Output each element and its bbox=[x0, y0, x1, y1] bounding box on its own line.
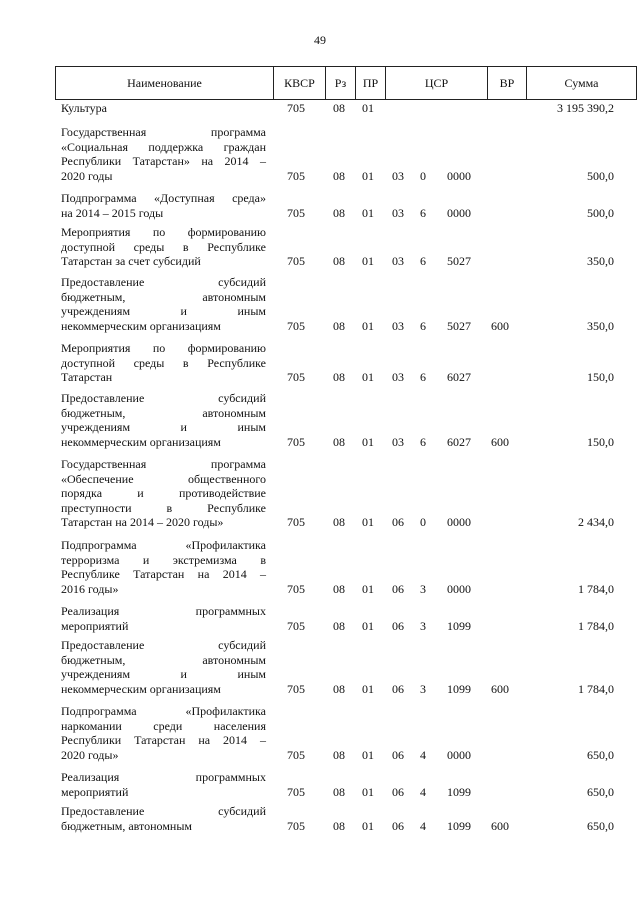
row-name-line: Татарстан bbox=[61, 370, 113, 384]
table-header bbox=[55, 66, 637, 100]
row-name bbox=[61, 704, 266, 762]
row-name-line: Культура bbox=[61, 101, 107, 115]
row-name bbox=[61, 125, 266, 183]
row-rz: 08 bbox=[333, 818, 345, 833]
row-csr-program: 06 bbox=[392, 784, 404, 799]
row-csr-subprogram: 0 bbox=[420, 168, 426, 183]
row-csr-program: 06 bbox=[392, 618, 404, 633]
row-pr: 01 bbox=[362, 818, 374, 833]
row-name-line: Государственная программа bbox=[61, 125, 266, 139]
row-name bbox=[61, 457, 266, 530]
row-csr-program: 06 bbox=[392, 747, 404, 762]
row-name-line: мероприятий bbox=[61, 784, 129, 799]
row-name-line: Реализация программных bbox=[61, 770, 266, 784]
row-name-line: Предоставление субсидий bbox=[61, 275, 266, 289]
row-vr: 600 bbox=[491, 818, 509, 833]
row-pr: 01 bbox=[362, 581, 374, 596]
row-name-line: некоммерческим организациям bbox=[61, 318, 221, 333]
row-name-line: Республики Татарстан» на 2014 – bbox=[61, 154, 266, 168]
row-csr-code: 5027 bbox=[447, 254, 471, 268]
row-name-line: бюджетным, автономным bbox=[61, 652, 266, 667]
row-name bbox=[61, 604, 266, 633]
row-kvsr: 705 bbox=[287, 254, 305, 268]
row-rz: 08 bbox=[333, 205, 345, 220]
row-csr-program: 06 bbox=[392, 681, 404, 696]
row-pr: 01 bbox=[362, 434, 374, 449]
row-name-line: Подпрограмма «Доступная среда» bbox=[61, 191, 266, 205]
row-name-line: Предоставление субсидий bbox=[61, 804, 266, 818]
row-name-line: на 2014 – 2015 годы bbox=[61, 205, 164, 220]
row-kvsr: 705 bbox=[287, 581, 305, 596]
row-kvsr: 705 bbox=[287, 818, 305, 833]
row-rz: 08 bbox=[333, 747, 345, 762]
row-rz: 08 bbox=[333, 370, 345, 384]
row-name-line: доступной среды в Республике bbox=[61, 239, 266, 254]
row-name-line: терроризма и экстремизма в bbox=[61, 552, 266, 567]
row-name-line: 2016 годы» bbox=[61, 581, 119, 596]
row-vr: 600 bbox=[491, 318, 509, 333]
row-csr-subprogram: 6 bbox=[420, 370, 426, 384]
row-vr: 600 bbox=[491, 434, 509, 449]
row-rz: 08 bbox=[333, 168, 345, 183]
row-name-line: Мероприятия по формированию bbox=[61, 225, 266, 239]
row-kvsr: 705 bbox=[287, 618, 305, 633]
row-rz: 08 bbox=[333, 681, 345, 696]
row-name-line: наркомании среди населения bbox=[61, 718, 266, 733]
header-rz: Рз bbox=[326, 67, 356, 99]
row-name-line: доступной среды в Республике bbox=[61, 355, 266, 370]
row-csr-code: 5027 bbox=[447, 318, 471, 333]
row-name-line: бюджетным, автономным bbox=[61, 405, 266, 420]
row-csr-subprogram: 0 bbox=[420, 515, 426, 529]
row-csr-subprogram: 6 bbox=[420, 254, 426, 268]
row-name bbox=[61, 225, 266, 269]
row-csr-code: 0000 bbox=[447, 515, 471, 529]
row-name-line: Государственная программа bbox=[61, 457, 266, 471]
row-rz: 08 bbox=[333, 434, 345, 449]
row-csr-subprogram: 4 bbox=[420, 747, 426, 762]
row-rz: 08 bbox=[333, 784, 345, 799]
row-name bbox=[61, 101, 266, 116]
row-kvsr: 705 bbox=[287, 747, 305, 762]
row-name bbox=[61, 191, 266, 220]
row-name-line: Мероприятия по формированию bbox=[61, 341, 266, 355]
row-sum: 350,0 bbox=[587, 254, 614, 268]
row-name-line: Подпрограмма «Профилактика bbox=[61, 538, 266, 552]
row-name-line: Республики Татарстан на 2014 – bbox=[61, 733, 266, 747]
row-csr-code: 1099 bbox=[447, 618, 471, 633]
row-kvsr: 705 bbox=[287, 205, 305, 220]
row-sum: 3 195 390,2 bbox=[557, 101, 614, 115]
row-pr: 01 bbox=[362, 370, 374, 384]
row-name-line: преступности в Республике bbox=[61, 500, 266, 515]
row-sum: 650,0 bbox=[587, 747, 614, 762]
row-pr: 01 bbox=[362, 168, 374, 183]
row-sum: 350,0 bbox=[587, 318, 614, 333]
row-sum: 500,0 bbox=[587, 168, 614, 183]
row-pr: 01 bbox=[362, 747, 374, 762]
row-csr-code: 1099 bbox=[447, 681, 471, 696]
row-csr-code: 0000 bbox=[447, 581, 471, 596]
row-name-line: бюджетным, автономным bbox=[61, 818, 192, 833]
row-csr-code: 0000 bbox=[447, 747, 471, 762]
row-kvsr: 705 bbox=[287, 318, 305, 333]
row-kvsr: 705 bbox=[287, 101, 305, 115]
row-csr-program: 03 bbox=[392, 168, 404, 183]
row-sum: 500,0 bbox=[587, 205, 614, 220]
row-name bbox=[61, 391, 266, 449]
row-csr-code: 1099 bbox=[447, 818, 471, 833]
row-name-line: Предоставление субсидий bbox=[61, 638, 266, 652]
row-name bbox=[61, 341, 266, 385]
row-sum: 1 784,0 bbox=[578, 618, 614, 633]
row-kvsr: 705 bbox=[287, 515, 305, 529]
row-name bbox=[61, 638, 266, 696]
row-csr-subprogram: 4 bbox=[420, 784, 426, 799]
row-csr-program: 06 bbox=[392, 515, 404, 529]
row-name-line: «Социальная поддержка граждан bbox=[61, 139, 266, 154]
row-name-line: 2020 годы bbox=[61, 168, 113, 183]
row-csr-subprogram: 4 bbox=[420, 818, 426, 833]
row-name-line: Реализация программных bbox=[61, 604, 266, 618]
row-name-line: Предоставление субсидий bbox=[61, 391, 266, 405]
row-kvsr: 705 bbox=[287, 434, 305, 449]
row-name bbox=[61, 770, 266, 799]
row-rz: 08 bbox=[333, 618, 345, 633]
row-pr: 01 bbox=[362, 254, 374, 268]
row-pr: 01 bbox=[362, 784, 374, 799]
header-name: Наименование bbox=[56, 67, 274, 99]
row-name-line: некоммерческим организациям bbox=[61, 434, 221, 449]
row-csr-code: 0000 bbox=[447, 205, 471, 220]
row-csr-program: 03 bbox=[392, 434, 404, 449]
row-csr-subprogram: 6 bbox=[420, 434, 426, 449]
row-csr-subprogram: 6 bbox=[420, 205, 426, 220]
row-name-line: бюджетным, автономным bbox=[61, 289, 266, 304]
row-csr-program: 03 bbox=[392, 205, 404, 220]
row-name-line: «Обеспечение общественного bbox=[61, 471, 266, 486]
row-pr: 01 bbox=[362, 618, 374, 633]
row-rz: 08 bbox=[333, 515, 345, 529]
row-sum: 2 434,0 bbox=[578, 515, 614, 529]
row-kvsr: 705 bbox=[287, 784, 305, 799]
row-name-line: 2020 годы» bbox=[61, 747, 119, 762]
row-pr: 01 bbox=[362, 101, 374, 115]
row-name-line: Подпрограмма «Профилактика bbox=[61, 704, 266, 718]
row-csr-code: 6027 bbox=[447, 370, 471, 384]
row-rz: 08 bbox=[333, 101, 345, 115]
row-csr-subprogram: 3 bbox=[420, 618, 426, 633]
page-number: 49 bbox=[314, 33, 326, 47]
row-name-line: учреждениям и иным bbox=[61, 304, 266, 318]
row-name bbox=[61, 538, 266, 596]
header-csr: ЦСР bbox=[386, 67, 488, 99]
row-name bbox=[61, 804, 266, 833]
row-csr-code: 1099 bbox=[447, 784, 471, 799]
row-pr: 01 bbox=[362, 318, 374, 333]
row-sum: 1 784,0 bbox=[578, 681, 614, 696]
row-pr: 01 bbox=[362, 515, 374, 529]
row-csr-subprogram: 3 bbox=[420, 581, 426, 596]
row-csr-subprogram: 6 bbox=[420, 318, 426, 333]
header-kvsr: КВСР bbox=[274, 67, 326, 99]
row-name-line: учреждениям и иным bbox=[61, 667, 266, 681]
row-sum: 650,0 bbox=[587, 818, 614, 833]
row-name-line: порядка и противодействие bbox=[61, 486, 266, 500]
row-name-line: Татарстан за счет субсидий bbox=[61, 254, 201, 268]
row-csr-code: 0000 bbox=[447, 168, 471, 183]
header-vr: ВР bbox=[488, 67, 527, 99]
row-name-line: Республике Татарстан на 2014 – bbox=[61, 567, 266, 581]
row-sum: 1 784,0 bbox=[578, 581, 614, 596]
row-csr-program: 06 bbox=[392, 818, 404, 833]
row-name-line: Татарстан на 2014 – 2020 годы» bbox=[61, 515, 224, 529]
row-sum: 650,0 bbox=[587, 784, 614, 799]
row-csr-program: 03 bbox=[392, 254, 404, 268]
row-vr: 600 bbox=[491, 681, 509, 696]
row-name-line: учреждениям и иным bbox=[61, 420, 266, 434]
row-sum: 150,0 bbox=[587, 370, 614, 384]
row-csr-program: 03 bbox=[392, 370, 404, 384]
row-rz: 08 bbox=[333, 581, 345, 596]
row-kvsr: 705 bbox=[287, 168, 305, 183]
row-pr: 01 bbox=[362, 681, 374, 696]
row-kvsr: 705 bbox=[287, 681, 305, 696]
row-name-line: мероприятий bbox=[61, 618, 129, 633]
row-name bbox=[61, 275, 266, 333]
row-rz: 08 bbox=[333, 318, 345, 333]
header-pr: ПР bbox=[356, 67, 386, 99]
row-name-line: некоммерческим организациям bbox=[61, 681, 221, 696]
row-csr-subprogram: 3 bbox=[420, 681, 426, 696]
row-csr-program: 03 bbox=[392, 318, 404, 333]
row-rz: 08 bbox=[333, 254, 345, 268]
row-csr-code: 6027 bbox=[447, 434, 471, 449]
row-kvsr: 705 bbox=[287, 370, 305, 384]
row-csr-program: 06 bbox=[392, 581, 404, 596]
row-sum: 150,0 bbox=[587, 434, 614, 449]
header-sum: Сумма bbox=[564, 76, 599, 90]
row-pr: 01 bbox=[362, 205, 374, 220]
